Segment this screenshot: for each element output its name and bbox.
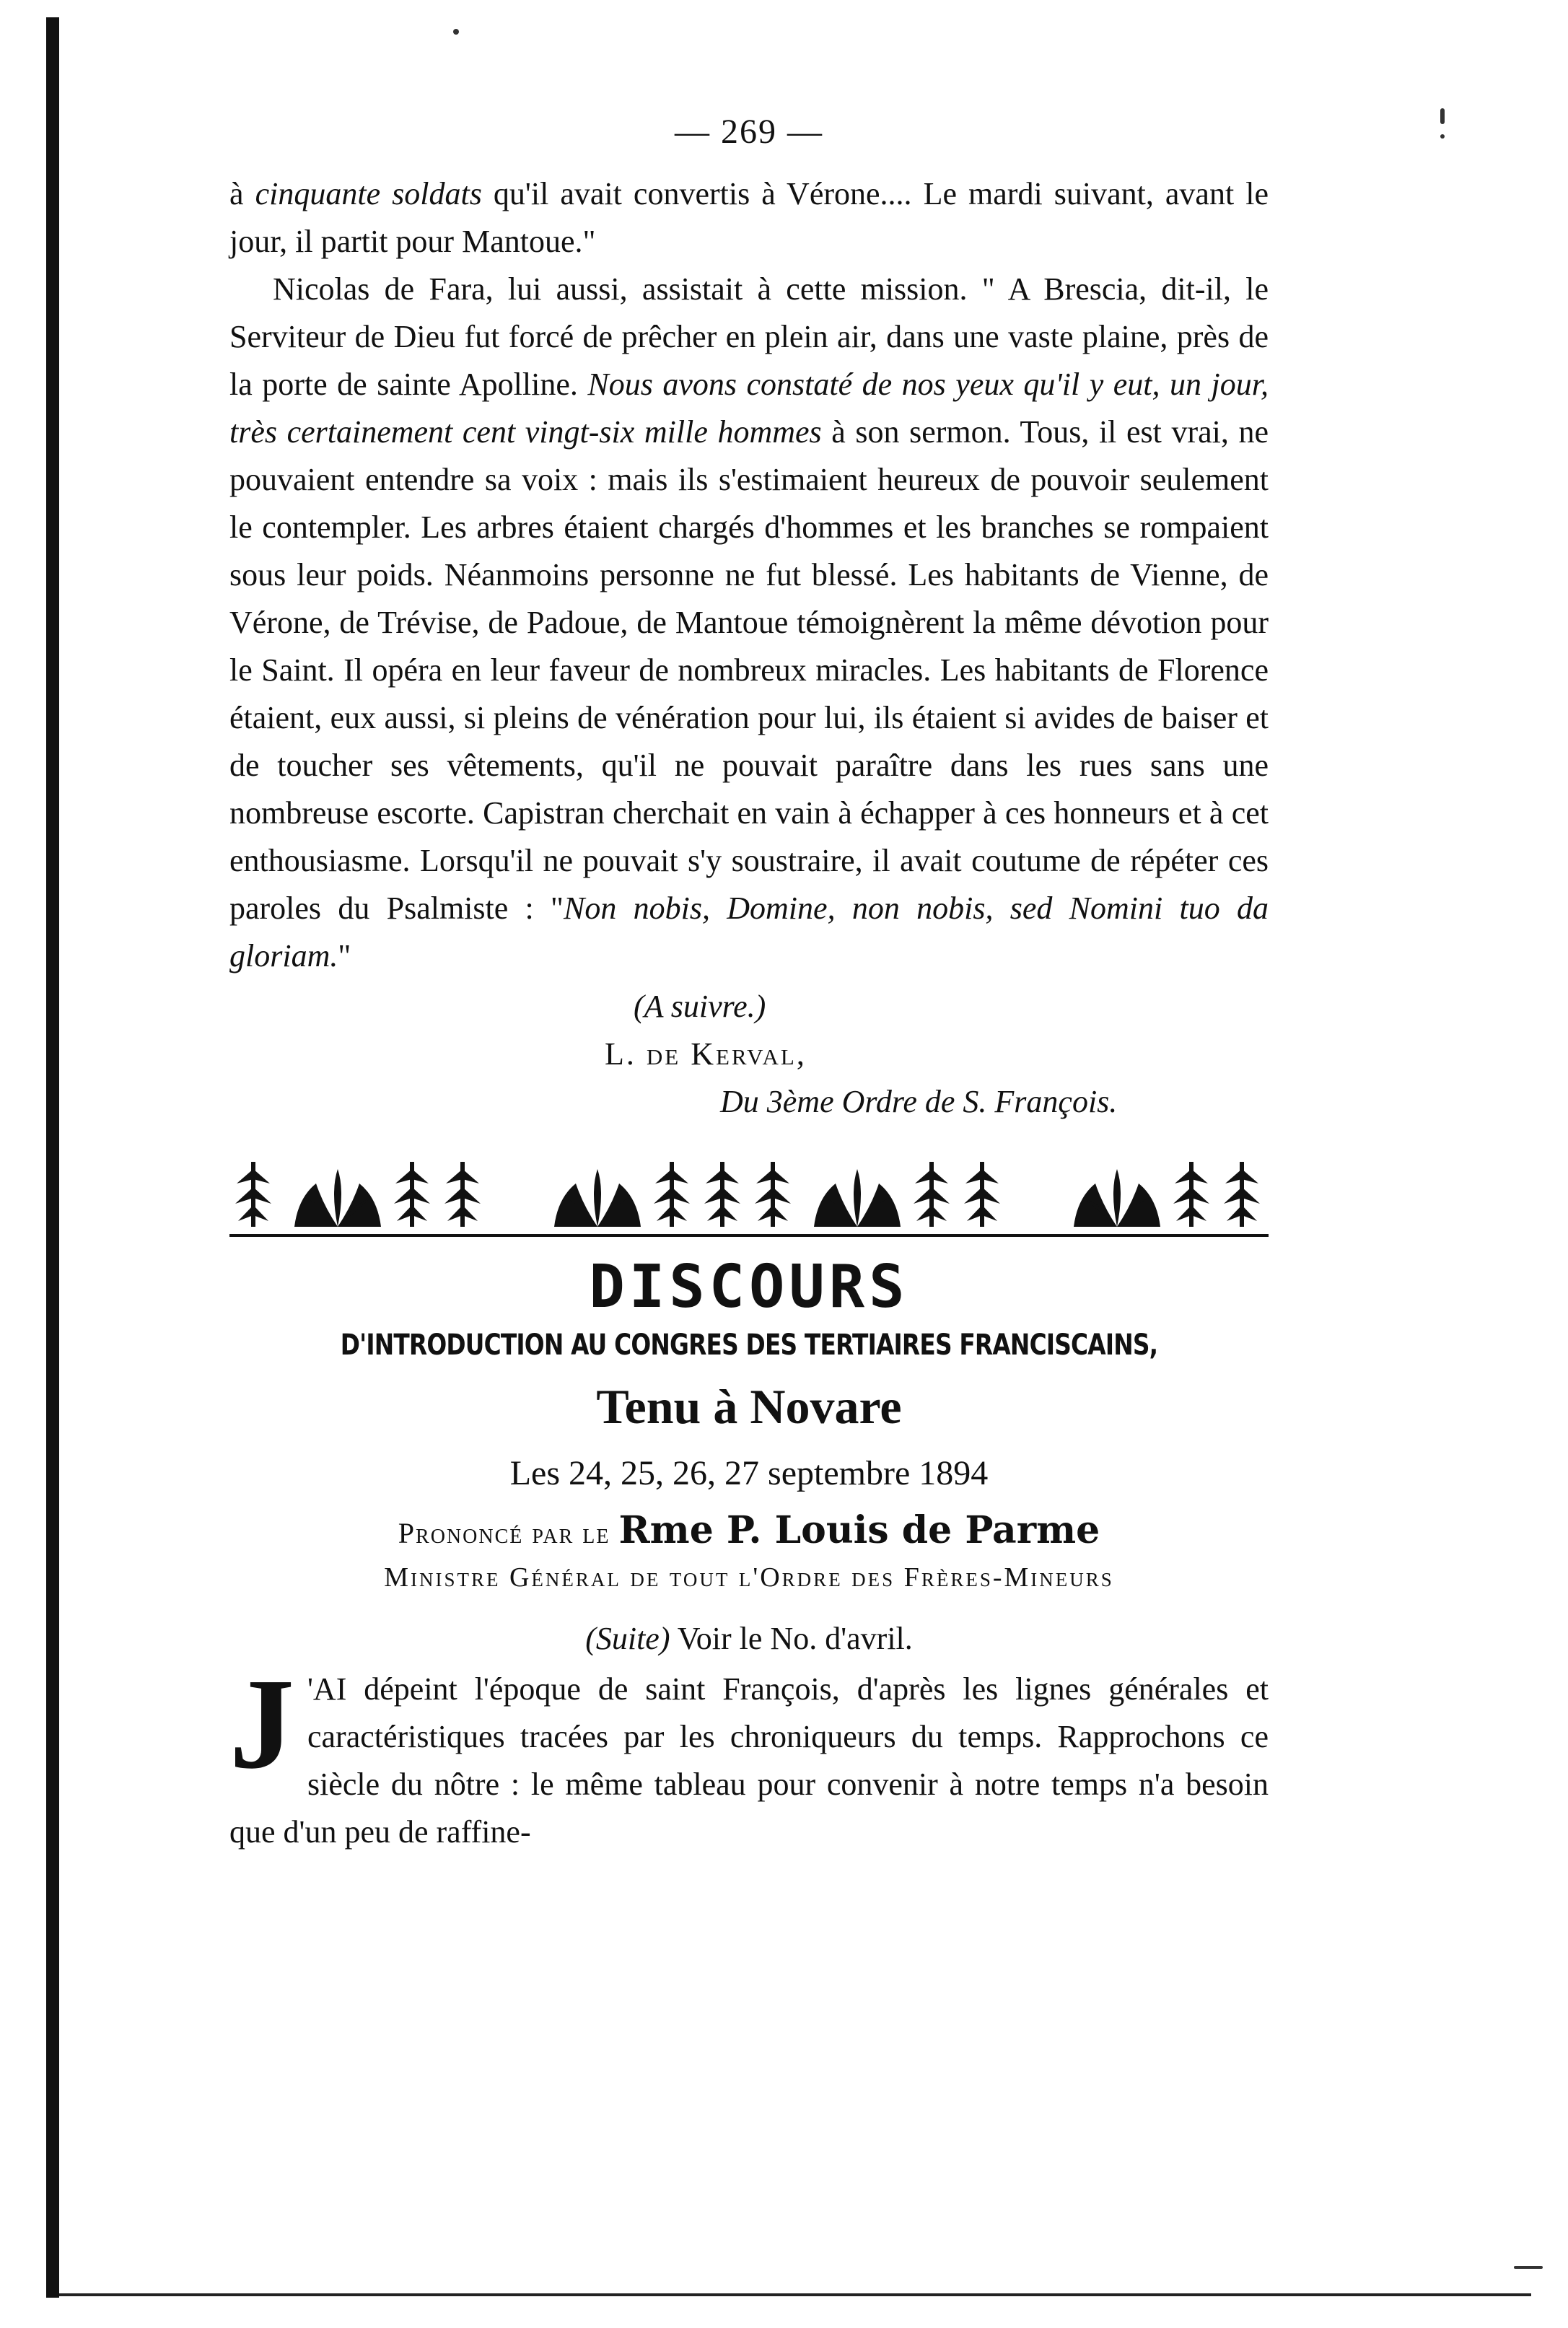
speck — [453, 29, 459, 35]
speaker-line: Prononcé par le Rme P. Louis de Parme — [398, 1508, 1100, 1552]
section-subtitle: D'INTRODUCTION AU CONGRES DES TERTIAIRES FRANCISCAINS, — [340, 1329, 1158, 1362]
speaker-name: Rme P. Louis de Parme — [618, 1508, 1100, 1552]
author-signature: L. de Kerval, — [605, 1036, 807, 1072]
page-number: — 269 — — [675, 113, 823, 151]
event-place: Tenu à Novare — [596, 1379, 902, 1434]
speck — [1440, 108, 1445, 124]
speck — [1440, 134, 1445, 139]
latin-quote: Non nobis, Domine, non nobis, sed Nomini tuo da gloriam. — [229, 890, 1269, 973]
palmette-ornament — [229, 1155, 1269, 1241]
speaker-title: Ministre Général de tout l'Ordre des Frères-Mineurs — [384, 1562, 1114, 1593]
section-title: DISCOURS — [589, 1253, 909, 1321]
paragraph-2: Nicolas de Fara, lui aussi, assistait à cette mission. " A Brescia, dit-il, le Serviteur de Dieu fut forcé de prêcher en plein air, dans une vaste plaine, près de la porte de sainte Apolline. Nous avons constaté de nos yeux qu'il y eut, un jour, très certainement cent vingt-six mille hommes à son sermon. Tous, il est vrai, ne pouvaient entendre sa voix : mais ils s'estimaient heureux de pouvoir seulement le contempler. Les arbres étaient chargés d'hommes et les branches se rompaient sous leur poids. Néanmoins personne ne fut blessé. Les habitants de Vienne, de Vérone, de Trévise, de Padoue, de Mantoue témoignèrent la même dévotion pour le Saint. Il opéra en leur faveur de nombreux miracles. Les habitants de Florence étaient, eux aussi, si pleins de vénération pour lui, ils étaient si avides de baiser et de toucher ses vêtements, qu'il ne pouvait paraître dans les rues sans une nombreuse escorte. Capistran cherchait en vain à échapper à ces honneurs et à cet enthousiasme. Lorsqu'il ne pouvait s'y soustraire, il avait coutume de répéter ces paroles du Psalmiste : "Non nobis, Domine, non nobis, sed Nomini tuo da gloriam." — [229, 271, 1269, 973]
continuation-note: (Suite) Voir le No. d'avril. — [585, 1621, 913, 1656]
drop-cap: J — [229, 1652, 294, 1795]
paragraph-3: J 'AI dépeint l'époque de saint François, d'après les lignes générales et caractéristiques tracées par les chroniqueurs du temps. Rapprochons ce siècle du nôtre : le même tableau pour convenir à notre temps n'a besoin que d'un peu de raffine- — [229, 1652, 1269, 1850]
author-affiliation: Du 3ème Ordre de S. François. — [720, 1084, 1118, 1119]
scan-bottom-border — [59, 2293, 1531, 2296]
italic-phrase: cinquante soldats — [255, 176, 482, 211]
paragraph-1: à cinquante soldats qu'il avait convertis à Vérone.... Le mardi suivant, avant le jour, il partit pour Mantoue." — [229, 176, 1269, 259]
speck — [1514, 2266, 1543, 2269]
event-dates: Les 24, 25, 26, 27 septembre 1894 — [509, 1454, 989, 1492]
scan-left-border — [46, 17, 59, 2298]
page-content — [229, 108, 1269, 1856]
to-follow: (A suivre.) — [634, 989, 766, 1024]
decorative-ornament-band — [229, 1155, 1269, 1241]
italic-phrase: Nous avons constaté de nos yeux qu'il y eut, un jour, très certainement cent vingt-six mille hommes — [229, 367, 1269, 450]
